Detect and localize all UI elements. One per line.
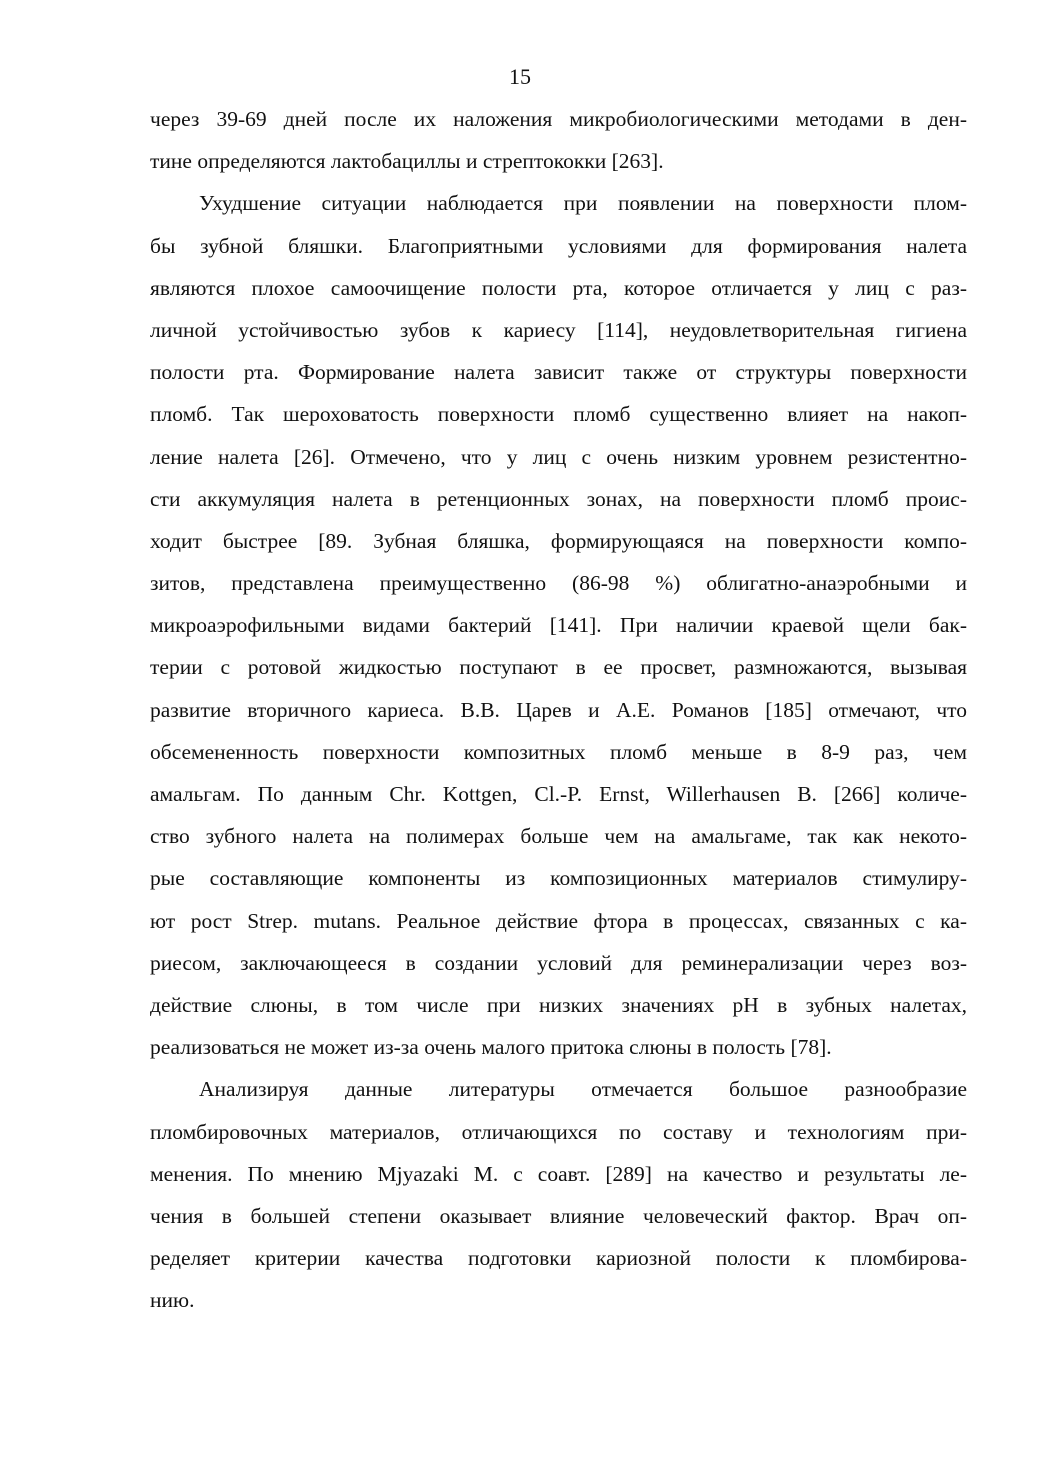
text-line: пломб. Так шероховатость поверхности пломб существенно влияет на накоп- <box>150 402 967 427</box>
text-line: пломбировочных материалов, отличающихся по составу и технологиям при- <box>150 1119 967 1144</box>
text-line: терии с ротовой жидкостью поступают в ее просвет, размножаются, вызывая <box>150 655 967 680</box>
paragraph <box>150 98 967 182</box>
text-line: реализоваться не может из-за очень малого притока слюны в полость [78]. <box>150 1035 832 1060</box>
text-line: обсемененность поверхности композитных пломб меньше в 8-9 раз, чем <box>150 739 967 764</box>
paragraph <box>150 182 967 1068</box>
text-line: ходит быстрее [89. Зубная бляшка, формирующаяся на поверхности компо- <box>150 528 967 553</box>
text-line: ление налета [26]. Отмечено, что у лиц с очень низким уровнем резистентно- <box>150 444 967 469</box>
paragraph <box>150 1068 967 1321</box>
text-line: личной устойчивостью зубов к кариесу [114], неудовлетворительная гигиена <box>150 317 967 342</box>
text-line: микроаэрофильными видами бактерий [141]. При наличии краевой щели бак- <box>150 613 967 638</box>
text-line: чения в большей степени оказывает влияние человеческий фактор. Врач оп- <box>150 1203 967 1228</box>
text-line: ределяет критерии качества подготовки кариозной полости к пломбирова- <box>150 1246 967 1271</box>
text-line: ство зубного налета на полимерах больше чем на амальгаме, так как некото- <box>150 824 967 849</box>
body-text <box>150 98 967 1321</box>
text-line: сти аккумуляция налета в ретенционных зонах, на поверхности пломб проис- <box>150 486 967 511</box>
text-line: амальгам. По данным Chr. Kottgen, Cl.-P. Ernst, Willerhausen B. [266] количе- <box>150 782 967 806</box>
text-line: развитие вторичного кариеса. В.В. Царев и А.Е. Романов [185] отмечают, что <box>150 697 967 722</box>
text-line: тине определяются лактобациллы и стрептококки [263]. <box>150 149 664 174</box>
page-number: 15 <box>509 64 531 89</box>
text-line: действие слюны, в том числе при низких значениях pH в зубных налетах, <box>150 992 967 1017</box>
text-line: риесом, заключающееся в создании условий для реминерализации через воз- <box>150 950 967 975</box>
text-line: Анализируя данные литературы отмечается большое разнообразие <box>199 1077 967 1102</box>
text-line: ют рост Strep. mutans. Реальное действие фтора в процессах, связанных с ка- <box>150 908 967 933</box>
text-line: рые составляющие компоненты из композиционных материалов стимулиру- <box>150 866 967 891</box>
text-line: Ухудшение ситуации наблюдается при появлении на поверхности плом- <box>199 191 967 216</box>
text-line: нию. <box>150 1288 195 1313</box>
text-line: полости рта. Формирование налета зависит также от структуры поверхности <box>150 360 967 385</box>
text-line: через 39-69 дней после их наложения микробиологическими методами в ден- <box>150 107 967 131</box>
text-line: менения. По мнению Mjyazaki M. с соавт. [289] на качество и результаты ле- <box>150 1161 967 1186</box>
text-line: являются плохое самоочищение полости рта, которое отличается у лиц с раз- <box>150 275 967 300</box>
text-line: бы зубной бляшки. Благоприятными условиями для формирования налета <box>150 233 967 258</box>
text-line: зитов, представлена преимущественно (86-98 %) облигатно-анаэробными и <box>150 571 967 596</box>
